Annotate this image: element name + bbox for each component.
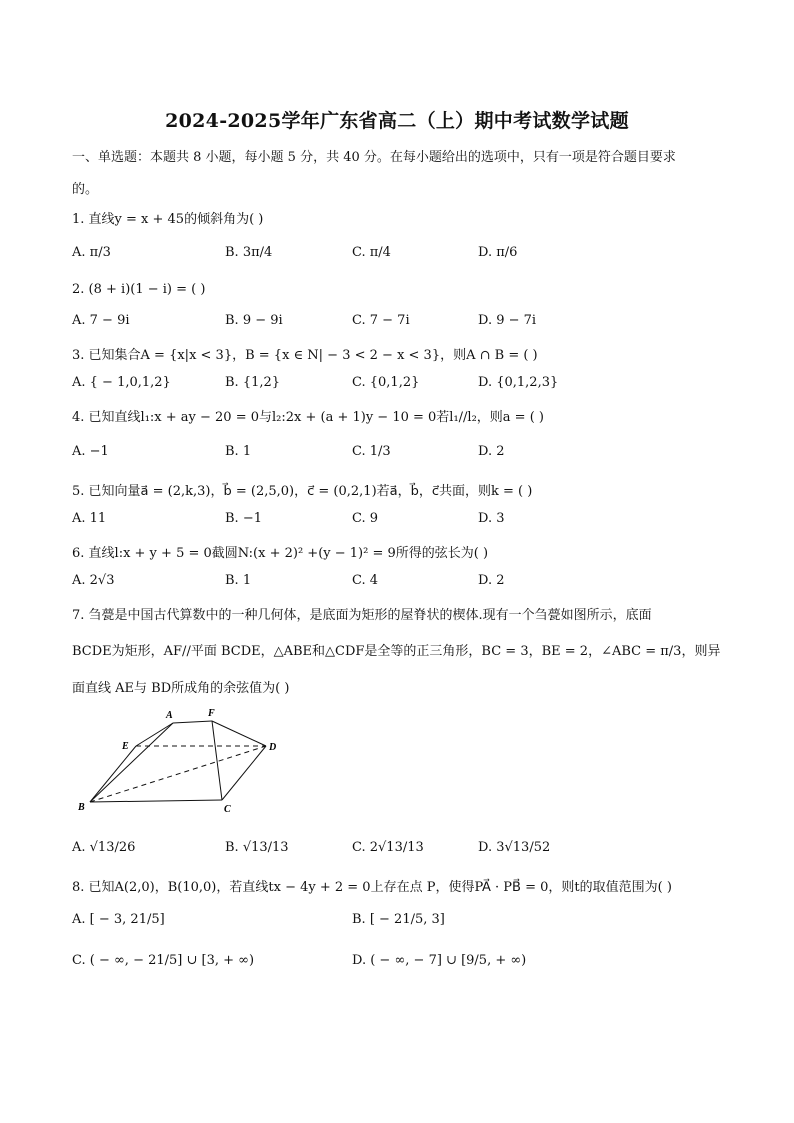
question-6-options xyxy=(72,573,732,595)
section-header-line2: 的。 xyxy=(72,182,99,197)
option-a: A. [ − 3, 21/5] xyxy=(72,912,165,927)
option-a: A. 7 − 9i xyxy=(72,313,130,328)
question-3-options xyxy=(72,375,732,397)
wedge-figure xyxy=(78,706,288,824)
label-b: B xyxy=(78,802,85,813)
question-7-stem-line3: 面直线 AE与 BD所成角的余弦值为( ) xyxy=(72,681,290,696)
option-d: D. {0,1,2,3} xyxy=(478,375,559,390)
label-f: F xyxy=(208,708,215,719)
option-b: B. 3π/4 xyxy=(225,245,273,260)
question-7-options xyxy=(72,840,732,862)
option-d: D. ( − ∞, − 7] ∪ [9/5, + ∞) xyxy=(352,953,527,968)
question-3-stem: 3. 已知集合A = {x|x < 3}，B = {x ∈ N| − 3 < 2 − x < 3}，则A ∩ B = ( ) xyxy=(72,348,538,363)
option-c: C. ( − ∞, − 21/5] ∪ [3, + ∞) xyxy=(72,953,255,968)
edge-fd xyxy=(212,721,266,746)
edge-ba xyxy=(90,723,173,802)
option-a: A. 2√3 xyxy=(72,573,115,588)
option-d: D. 3 xyxy=(478,511,505,526)
option-b: B. 1 xyxy=(225,573,252,588)
page-title: 2024-2025学年广东省高二（上）期中考试数学试题 xyxy=(165,110,629,132)
option-b: B. {1,2} xyxy=(225,375,281,390)
edge-bc xyxy=(90,800,222,802)
label-c: C xyxy=(224,804,231,815)
edge-ea xyxy=(136,723,173,746)
edge-af xyxy=(173,721,212,723)
question-2-stem: 2. (8 + i)(1 − i) = ( ) xyxy=(72,282,206,297)
label-d: D xyxy=(269,742,277,753)
question-1-options xyxy=(72,245,732,267)
option-c: C. 2√13/13 xyxy=(352,840,424,855)
option-b: B. √13/13 xyxy=(225,840,289,855)
question-5-stem: 5. 已知向量a⃗ = (2,k,3)，b⃗ = (2,5,0)，c⃗ = (0,2,1)若a⃗，b⃗，c⃗共面，则k = ( ) xyxy=(72,484,533,499)
option-c: C. 1/3 xyxy=(352,444,391,459)
option-c: C. 9 xyxy=(352,511,379,526)
question-8-options-row2 xyxy=(72,953,732,975)
option-c: C. π/4 xyxy=(352,245,391,260)
option-a: A. 11 xyxy=(72,511,107,526)
option-b: B. [ − 21/5, 3] xyxy=(352,912,445,927)
option-b: B. 1 xyxy=(225,444,252,459)
question-6-stem: 6. 直线l:x + y + 5 = 0截圆N:(x + 2)² +(y − 1)² = 9所得的弦长为( ) xyxy=(72,546,489,561)
edge-dc xyxy=(222,746,266,800)
option-a: A. { − 1,0,1,2} xyxy=(72,375,171,390)
question-7-stem-line2: BCDE为矩形，AF//平面 BCDE，△ABE和△CDF是全等的正三角形，BC = 3，BE = 2，∠ABC = π/3，则异 xyxy=(72,644,721,659)
option-d: D. 9 − 7i xyxy=(478,313,537,328)
question-4-options xyxy=(72,444,732,466)
edge-be xyxy=(90,746,136,802)
section-header-line1: 一、单选题：本题共 8 小题，每小题 5 分，共 40 分。在每小题给出的选项中，只有一项是符合题目要求 xyxy=(72,150,676,165)
label-e: E xyxy=(122,741,129,752)
option-d: D. 3√13/52 xyxy=(478,840,551,855)
option-b: B. 9 − 9i xyxy=(225,313,283,328)
option-a: A. √13/26 xyxy=(72,840,136,855)
option-a: A. −1 xyxy=(72,444,109,459)
option-c: C. 7 − 7i xyxy=(352,313,410,328)
option-c: C. {0,1,2} xyxy=(352,375,420,390)
question-8-stem: 8. 已知A(2,0)，B(10,0)，若直线tx − 4y + 2 = 0上存在点 P，使得PA⃗ · PB⃗ = 0，则t的取值范围为( ) xyxy=(72,880,672,895)
question-2-options xyxy=(72,313,732,335)
question-5-options xyxy=(72,511,732,533)
label-a: A xyxy=(166,710,173,721)
edge-bd-dashed xyxy=(90,746,266,802)
option-d: D. 2 xyxy=(478,573,505,588)
option-d: D. 2 xyxy=(478,444,505,459)
question-4-stem: 4. 已知直线l₁:x + ay − 20 = 0与l₂:2x + (a + 1)y − 10 = 0若l₁//l₂，则a = ( ) xyxy=(72,410,544,425)
question-7-stem-line1: 7. 刍甍是中国古代算数中的一种几何体，是底面为矩形的屋脊状的楔体.现有一个刍甍如图所示，底面 xyxy=(72,608,652,623)
question-1-stem: 1. 直线y = x + 45的倾斜角为( ) xyxy=(72,212,264,227)
option-c: C. 4 xyxy=(352,573,379,588)
option-d: D. π/6 xyxy=(478,245,518,260)
option-a: A. π/3 xyxy=(72,245,111,260)
question-8-options-row1 xyxy=(72,912,732,934)
option-b: B. −1 xyxy=(225,511,262,526)
